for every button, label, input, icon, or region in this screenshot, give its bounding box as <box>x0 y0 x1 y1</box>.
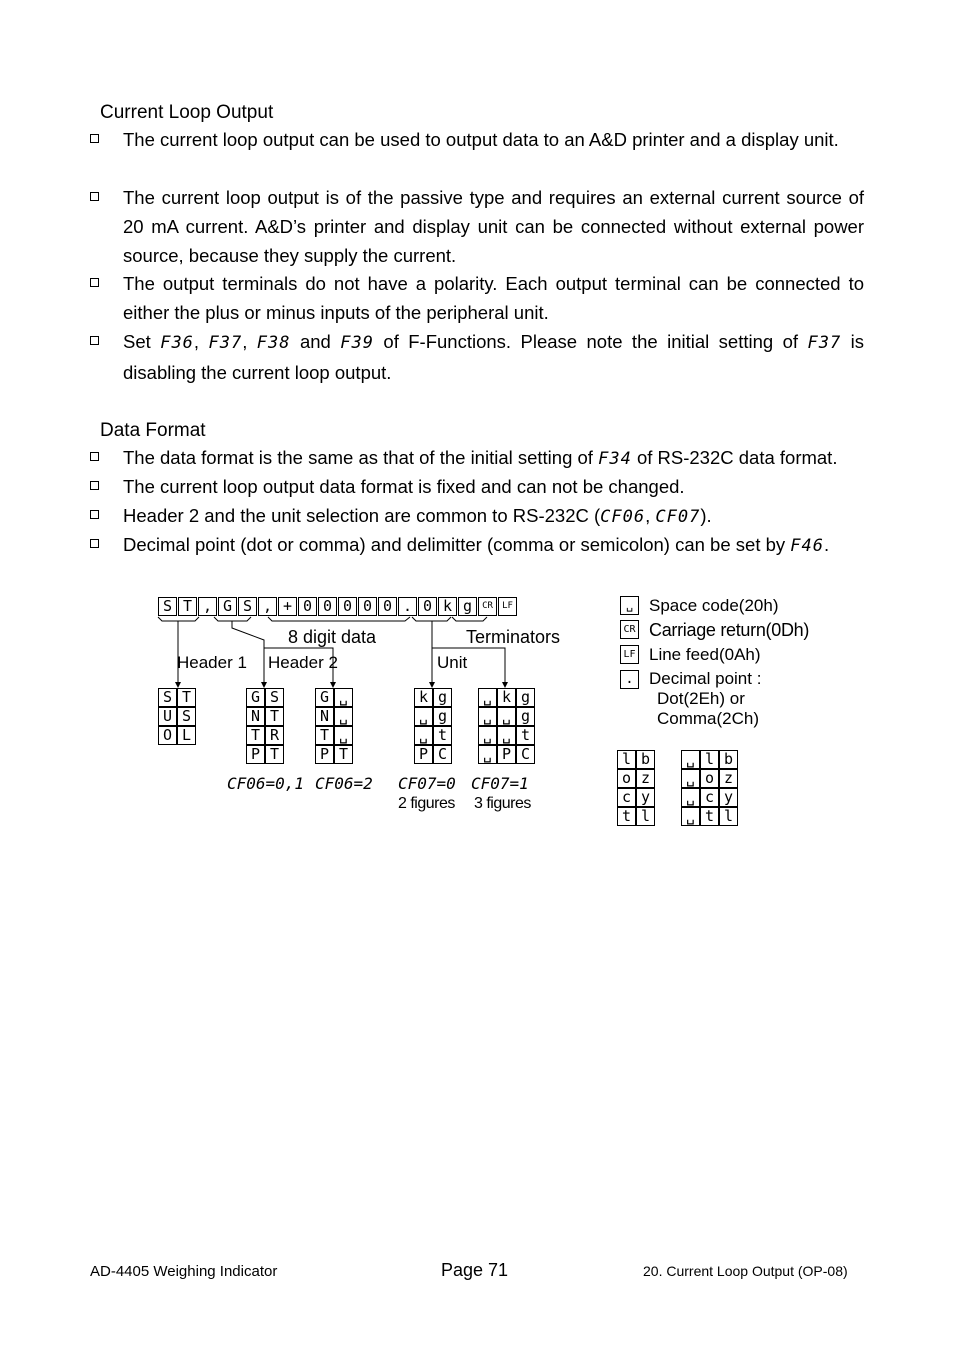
grid-cell: g <box>433 707 452 726</box>
grid-cell: c <box>617 788 636 807</box>
legend-dot: Dot(2Eh) or <box>657 689 745 708</box>
grid-cell: z <box>636 769 655 788</box>
format-cell: + <box>278 597 297 616</box>
grid-cell: N <box>246 707 265 726</box>
list-item: The data format is the same as that of the initial setting of F34 of RS-232C data format. <box>90 443 864 474</box>
grid-cell: T <box>246 726 265 745</box>
decimal-point-icon: . <box>620 670 639 689</box>
list-item: Decimal point (dot or comma) and delimitter (comma or semicolon) can be set by F46. <box>90 530 864 561</box>
grid-row <box>681 769 738 788</box>
lb-grid-3-figures <box>681 750 738 826</box>
header1-grid <box>158 688 196 745</box>
cf06-01-label: CF06=0,1 <box>227 774 305 793</box>
grid-cell: T <box>334 745 353 764</box>
grid-cell: t <box>617 807 636 826</box>
grid-row <box>681 807 738 826</box>
grid-cell: ␣ <box>414 726 433 745</box>
three-figures-label: 3 figures <box>474 795 531 812</box>
grid-cell: l <box>636 807 655 826</box>
two-figures-label: 2 figures <box>398 795 455 812</box>
format-cell: 0 <box>418 597 437 616</box>
grid-cell: l <box>700 750 719 769</box>
terminators-label: Terminators <box>466 627 561 647</box>
format-cell: 0 <box>378 597 397 616</box>
grid-cell: y <box>636 788 655 807</box>
page-number: Page 71 <box>441 1260 509 1280</box>
grid-cell: o <box>617 769 636 788</box>
legend-lf: Line feed(0Ah) <box>649 645 761 664</box>
grid-cell: O <box>158 726 177 745</box>
header2-label: Header 2 <box>268 653 338 672</box>
grid-row <box>414 688 452 707</box>
header1-label: Header 1 <box>177 653 247 672</box>
legend-comma: Comma(2Ch) <box>657 709 760 728</box>
grid-cell: G <box>246 688 265 707</box>
grid-cell: L <box>177 726 196 745</box>
grid-row <box>315 688 353 707</box>
grid-row <box>246 707 284 726</box>
grid-cell: P <box>414 745 433 764</box>
grid-cell: ␣ <box>478 726 497 745</box>
format-cell: LF <box>498 597 517 616</box>
grid-row <box>315 726 353 745</box>
cf07-1-label: CF07=1 <box>471 774 529 793</box>
grid-cell: T <box>315 726 334 745</box>
grid-cell: t <box>516 726 535 745</box>
grid-row <box>478 688 535 707</box>
cf06-2-label: CF06=2 <box>315 774 373 793</box>
grid-cell: C <box>516 745 535 764</box>
grid-cell: ␣ <box>497 726 516 745</box>
grid-row <box>617 807 655 826</box>
grid-row <box>414 726 452 745</box>
list-item: Set F36, F37, F38 and F39 of F-Functions. Please note the initial setting of F37 is disabling the current loop output. <box>90 327 864 387</box>
grid-cell: ␣ <box>497 707 516 726</box>
list-item: Header 2 and the unit selection are common to RS-232C (CF06, CF07). <box>90 501 864 532</box>
footer-document-title: AD-4405 Weighing Indicator <box>90 1263 278 1280</box>
format-cell: 0 <box>298 597 317 616</box>
grid-cell: ␣ <box>334 726 353 745</box>
list-item: The current loop output data format is fixed and can not be changed. <box>90 472 864 501</box>
grid-cell: ␣ <box>681 750 700 769</box>
grid-cell: ␣ <box>334 707 353 726</box>
format-cell: S <box>158 597 177 616</box>
grid-cell: ␣ <box>414 707 433 726</box>
section-heading-current-loop: Current Loop Output <box>100 102 274 123</box>
format-cell: , <box>198 597 217 616</box>
grid-cell: ␣ <box>478 745 497 764</box>
header2-grid-cf06-01 <box>246 688 284 764</box>
cf07-0-label: CF07=0 <box>398 774 456 793</box>
grid-cell: P <box>315 745 334 764</box>
grid-cell: N <box>315 707 334 726</box>
grid-cell: z <box>719 769 738 788</box>
format-cell: 0 <box>358 597 377 616</box>
grid-row <box>414 707 452 726</box>
format-cell: g <box>458 597 477 616</box>
grid-cell: l <box>617 750 636 769</box>
grid-row <box>414 745 452 764</box>
grid-row <box>478 745 535 764</box>
format-cell: k <box>438 597 457 616</box>
grid-row <box>246 688 284 707</box>
lb-grid-2-figures <box>617 750 655 826</box>
grid-cell: S <box>158 688 177 707</box>
list-item: The current loop output can be used to output data to an A&D printer and a display unit. <box>90 125 864 154</box>
format-cell: 0 <box>318 597 337 616</box>
grid-cell: g <box>433 688 452 707</box>
grid-row <box>681 750 738 769</box>
grid-cell: ␣ <box>334 688 353 707</box>
grid-cell: ␣ <box>478 707 497 726</box>
grid-cell: T <box>177 688 196 707</box>
list-item: The current loop output is of the passive type and requires an external current source of 20 mA current. A&D’s printer and display unit can be connected without external power source, because they supply the current. <box>90 183 864 270</box>
format-cell: G <box>218 597 237 616</box>
data-format-row <box>158 597 518 616</box>
legend-cr: Carriage return(0Dh) <box>649 620 810 640</box>
grid-cell: y <box>719 788 738 807</box>
grid-cell: R <box>265 726 284 745</box>
grid-cell: P <box>497 745 516 764</box>
format-cell: . <box>398 597 417 616</box>
legend-decimal-point: Decimal point : <box>649 669 762 688</box>
grid-row <box>478 707 535 726</box>
grid-cell: T <box>265 745 284 764</box>
unit-grid-2-figures <box>414 688 452 764</box>
line-feed-icon: LF <box>620 645 639 664</box>
grid-row <box>158 688 196 707</box>
grid-cell: ␣ <box>681 807 700 826</box>
grid-row <box>315 707 353 726</box>
grid-cell: U <box>158 707 177 726</box>
grid-cell: C <box>433 745 452 764</box>
grid-cell: t <box>700 807 719 826</box>
section-heading-data-format: Data Format <box>100 420 206 441</box>
list-item: The output terminals do not have a polarity. Each output terminal can be connected to either the plus or minus inputs of the peripheral unit. <box>90 269 864 327</box>
grid-row <box>158 707 196 726</box>
format-cell: CR <box>478 597 497 616</box>
grid-cell: S <box>177 707 196 726</box>
grid-row <box>315 745 353 764</box>
format-cell: , <box>258 597 277 616</box>
grid-cell: k <box>497 688 516 707</box>
grid-row <box>681 788 738 807</box>
grid-cell: o <box>700 769 719 788</box>
format-cell: S <box>238 597 257 616</box>
grid-cell: ␣ <box>478 688 497 707</box>
unit-label: Unit <box>437 653 468 672</box>
grid-cell: b <box>636 750 655 769</box>
legend-space: Space code(20h) <box>649 596 779 615</box>
grid-cell: g <box>516 707 535 726</box>
grid-cell: t <box>433 726 452 745</box>
grid-cell: l <box>719 807 738 826</box>
space-code-icon: ␣ <box>620 596 639 615</box>
grid-row <box>478 726 535 745</box>
grid-row <box>246 745 284 764</box>
grid-row <box>617 788 655 807</box>
grid-cell: T <box>265 707 284 726</box>
grid-row <box>246 726 284 745</box>
grid-row <box>617 769 655 788</box>
header2-grid-cf06-2 <box>315 688 353 764</box>
unit-grid-3-figures <box>478 688 535 764</box>
format-cell: T <box>178 597 197 616</box>
grid-cell: G <box>315 688 334 707</box>
footer-section-title: 20. Current Loop Output (OP-08) <box>643 1263 848 1279</box>
grid-cell: ␣ <box>681 769 700 788</box>
grid-cell: P <box>246 745 265 764</box>
grid-cell: c <box>700 788 719 807</box>
format-cell: 0 <box>338 597 357 616</box>
grid-cell: k <box>414 688 433 707</box>
digit-data-label: 8 digit data <box>288 627 377 647</box>
grid-row <box>158 726 196 745</box>
carriage-return-icon: CR <box>620 620 639 639</box>
grid-cell: ␣ <box>681 788 700 807</box>
grid-cell: S <box>265 688 284 707</box>
grid-cell: g <box>516 688 535 707</box>
grid-cell: b <box>719 750 738 769</box>
grid-row <box>617 750 655 769</box>
